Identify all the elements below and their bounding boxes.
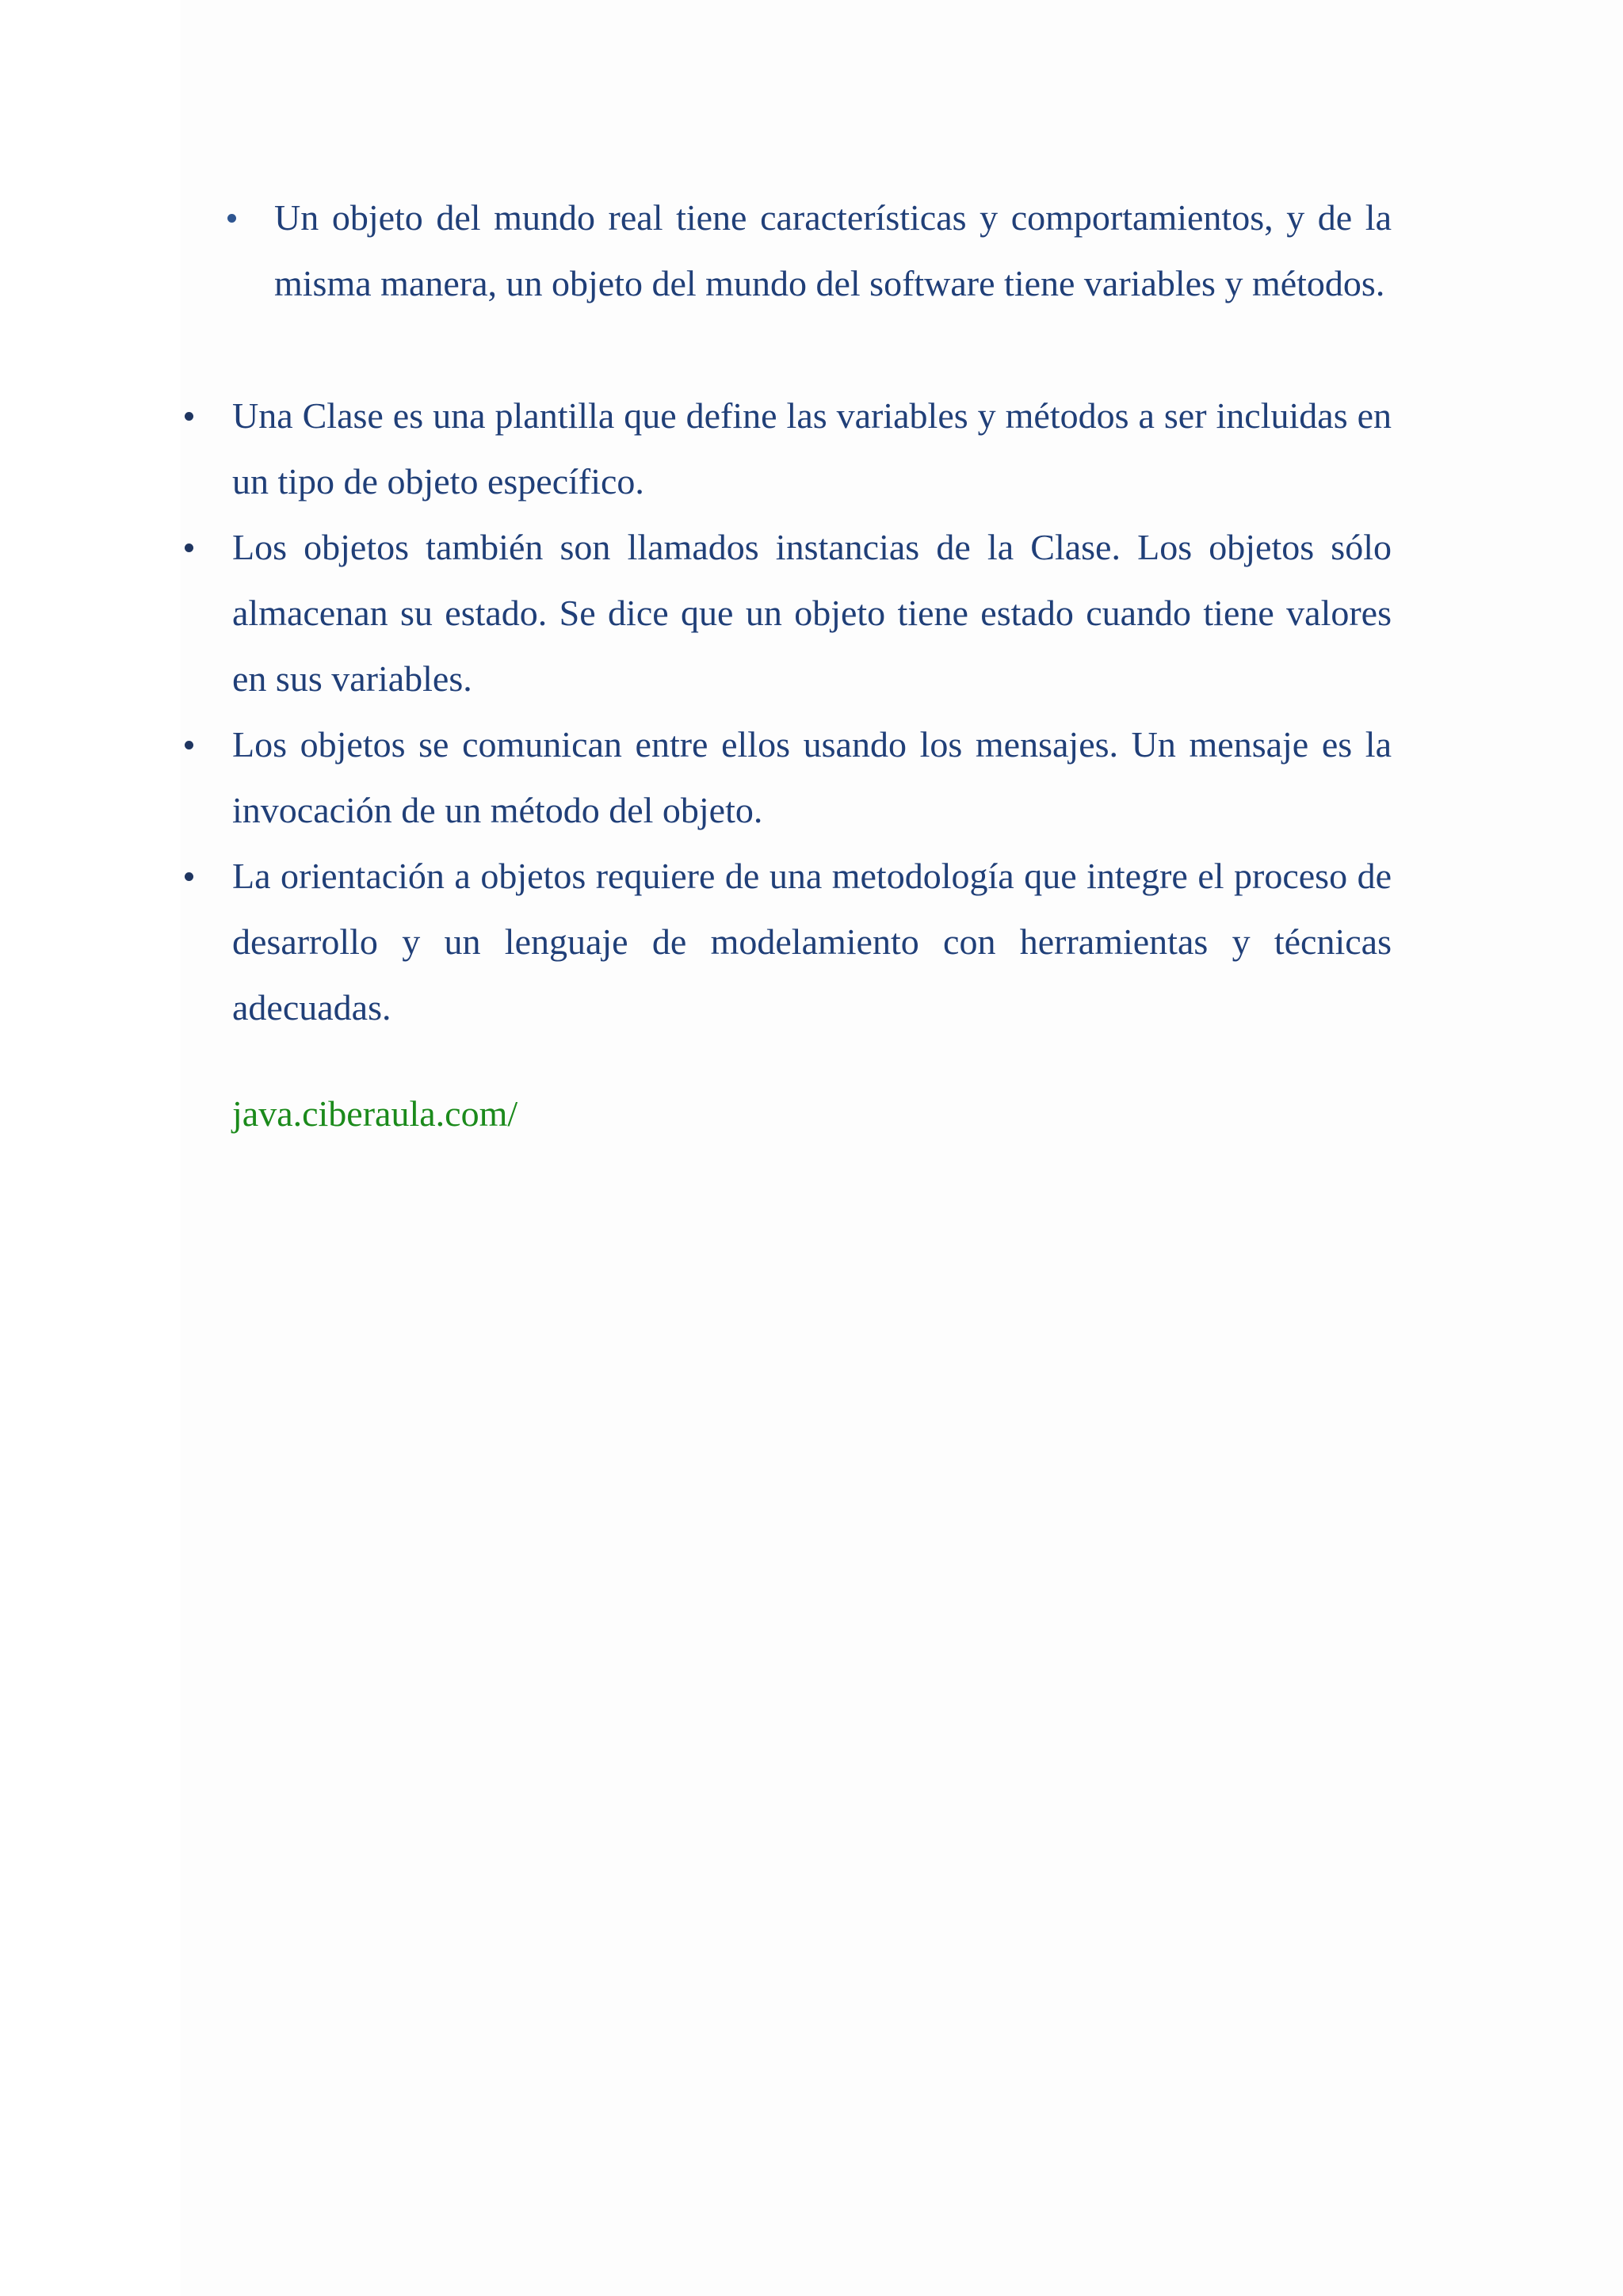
bullet-text — [232, 383, 1392, 514]
bullet-text — [232, 843, 1392, 1040]
bullet-text-content: Un objeto del mundo real tiene características y comportamientos, y de la misma manera, un objeto del mundo del software tiene variables y métodos. — [274, 197, 1392, 303]
source-text: java.ciberaula.com/ — [232, 1093, 518, 1134]
bullet-text — [232, 514, 1392, 711]
page-background — [181, 0, 1623, 2296]
bullet-text — [232, 711, 1392, 843]
bullet-icon — [185, 543, 193, 552]
bullet-icon — [227, 214, 236, 223]
bullet-text-content: Los objetos también son llamados instancias de la Clase. Los objetos sólo almacenan su estado. Se dice que un objeto tiene estado cuando tiene valores en sus variables. — [232, 527, 1392, 699]
bullet-text-content: Una Clase es una plantilla que define las variables y métodos a ser incluidas en un tipo de objeto específico. — [232, 395, 1392, 502]
bullet-icon — [185, 741, 193, 749]
bullet-text-content: Los objetos se comunican entre ellos usando los mensajes. Un mensaje es la invocación de un método del objeto. — [232, 724, 1392, 830]
bullet-text — [274, 185, 1392, 316]
bullet-text-content: La orientación a objetos requiere de una metodología que integre el proceso de desarrollo y un lenguaje de modelamiento con herramientas y técnicas adecuadas. — [232, 856, 1392, 1028]
bullet-icon — [185, 872, 193, 881]
bullet-icon — [185, 412, 193, 421]
